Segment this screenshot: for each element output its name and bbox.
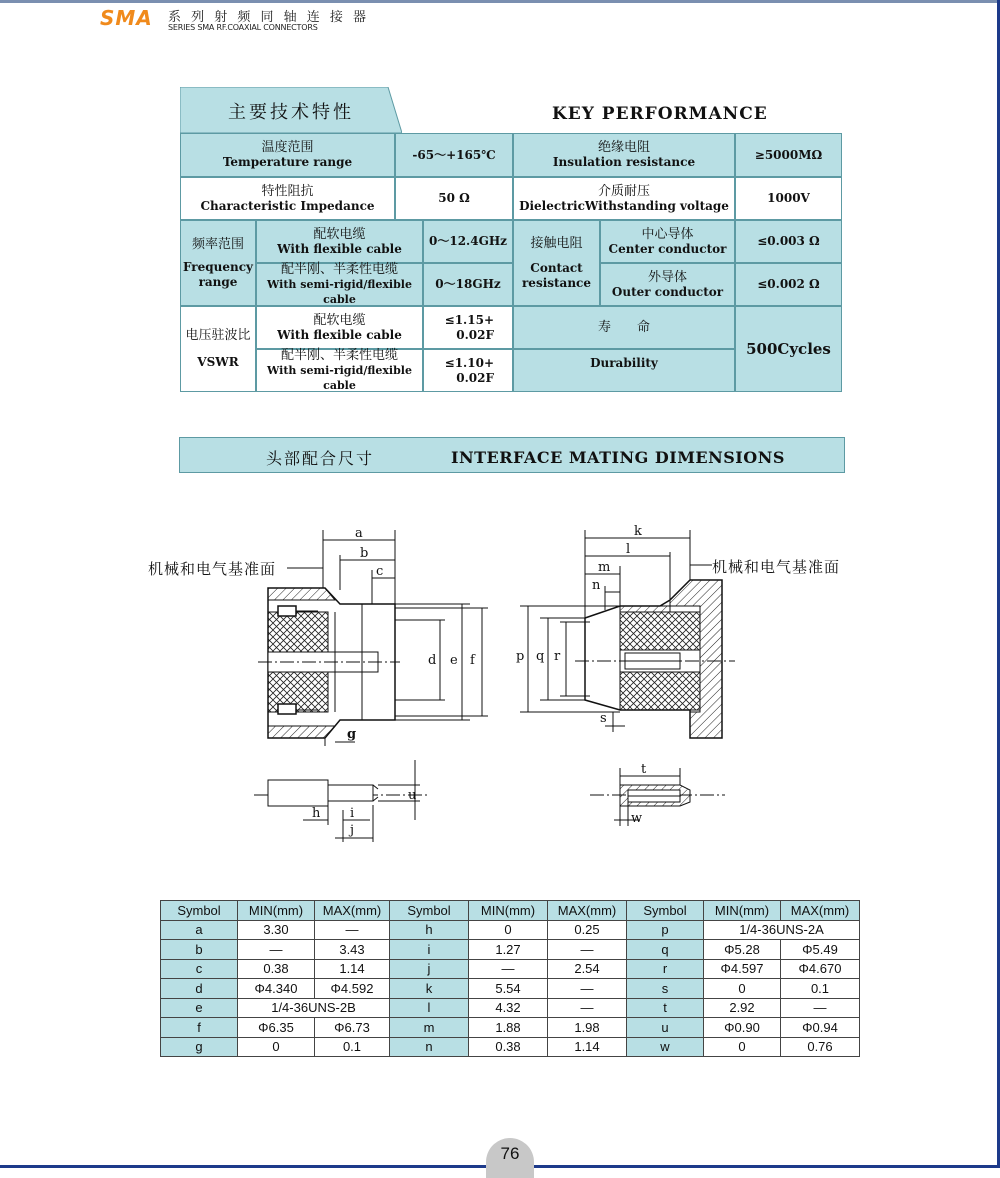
min-cell: Φ4.597 bbox=[704, 959, 781, 979]
min-cell: Φ4.340 bbox=[238, 979, 315, 999]
frequency-label: 频率范围 Frequency range bbox=[180, 220, 256, 306]
max-cell: — bbox=[548, 998, 627, 1018]
reference-plane-label-right: 机械和电气基准面 bbox=[712, 558, 841, 576]
outer-conductor-value: ≤0.002 Ω bbox=[735, 263, 842, 306]
min-cell: 0.38 bbox=[238, 959, 315, 979]
min-cell: 0 bbox=[238, 1037, 315, 1057]
table-row bbox=[161, 959, 860, 979]
symbol-cell: b bbox=[161, 940, 238, 960]
spec-cell: 1/4-36UNS-2B bbox=[238, 998, 390, 1018]
table-row bbox=[161, 1018, 860, 1038]
symbol-cell: f bbox=[161, 1018, 238, 1038]
insulation-label: 绝缘电阻 Insulation resistance bbox=[513, 133, 735, 177]
svg-text:b: b bbox=[360, 546, 369, 561]
max-cell: — bbox=[781, 998, 860, 1018]
max-cell: 1.98 bbox=[548, 1018, 627, 1038]
durability-label-cn: 寿 命 bbox=[513, 306, 735, 349]
min-cell: Φ0.90 bbox=[704, 1018, 781, 1038]
min-cell: 0 bbox=[704, 979, 781, 999]
svg-text:q: q bbox=[536, 649, 545, 664]
symbol-cell: w bbox=[627, 1037, 704, 1057]
frequency-semi-label: 配半刚、半柔性电缆 With semi-rigid/flexible cable bbox=[256, 263, 423, 306]
symbol-cell: g bbox=[161, 1037, 238, 1057]
svg-text:e: e bbox=[450, 653, 458, 668]
min-cell: 0 bbox=[469, 920, 548, 940]
svg-text:t: t bbox=[641, 762, 647, 777]
symbol-cell: m bbox=[390, 1018, 469, 1038]
symbol-cell: p bbox=[627, 920, 704, 940]
svg-text:g: g bbox=[347, 727, 357, 742]
interface-drawing bbox=[140, 520, 880, 850]
min-cell: 1.88 bbox=[469, 1018, 548, 1038]
svg-text:i: i bbox=[350, 806, 355, 821]
min-cell: 4.32 bbox=[469, 998, 548, 1018]
interface-title-en: INTERFACE MATING DIMENSIONS bbox=[451, 448, 785, 467]
temperature-value: -65～+165℃ bbox=[395, 133, 513, 177]
min-cell: 0 bbox=[704, 1037, 781, 1057]
interface-title-cn: 头部配合尺寸 bbox=[266, 449, 375, 468]
header-min: MIN(mm) bbox=[704, 901, 781, 921]
max-cell: 3.43 bbox=[315, 940, 390, 960]
center-conductor-value: ≤0.003 Ω bbox=[735, 220, 842, 263]
min-cell: — bbox=[469, 959, 548, 979]
center-conductor-label: 中心导体 Center conductor bbox=[600, 220, 735, 263]
symbol-cell: l bbox=[390, 998, 469, 1018]
frequency-semi-value: 0～18GHz bbox=[423, 263, 513, 306]
frequency-flex-value: 0～12.4GHz bbox=[423, 220, 513, 263]
symbol-cell: e bbox=[161, 998, 238, 1018]
header-min: MIN(mm) bbox=[238, 901, 315, 921]
max-cell: Φ0.94 bbox=[781, 1018, 860, 1038]
symbol-cell: k bbox=[390, 979, 469, 999]
svg-text:a: a bbox=[355, 526, 363, 541]
symbol-cell: i bbox=[390, 940, 469, 960]
header-max: MAX(mm) bbox=[315, 901, 390, 921]
vswr-label: 电压驻波比 VSWR bbox=[180, 306, 256, 392]
header-symbol: Symbol bbox=[161, 901, 238, 921]
symbol-cell: r bbox=[627, 959, 704, 979]
symbol-cell: n bbox=[390, 1037, 469, 1057]
contact-label: 接触电阻 Contact resistance bbox=[513, 220, 600, 306]
insulation-value: ≥5000MΩ bbox=[735, 133, 842, 177]
svg-text:j: j bbox=[350, 823, 355, 838]
vswr-flex-value: ≤1.15+ 0.02F bbox=[423, 306, 513, 349]
durability-value: 500Cycles bbox=[735, 306, 842, 392]
header-min: MIN(mm) bbox=[469, 901, 548, 921]
table-row bbox=[161, 998, 860, 1018]
header-symbol: Symbol bbox=[627, 901, 704, 921]
max-cell: Φ5.49 bbox=[781, 940, 860, 960]
max-cell: 0.1 bbox=[781, 979, 860, 999]
frequency-flex-label: 配软电缆 With flexible cable bbox=[256, 220, 423, 263]
max-cell: — bbox=[315, 920, 390, 940]
min-cell: Φ6.35 bbox=[238, 1018, 315, 1038]
durability-label-en: Durability bbox=[513, 349, 735, 392]
symbol-cell: u bbox=[627, 1018, 704, 1038]
svg-text:r: r bbox=[554, 649, 561, 664]
table-row bbox=[161, 940, 860, 960]
max-cell: — bbox=[548, 940, 627, 960]
svg-text:d: d bbox=[428, 653, 437, 668]
svg-text:l: l bbox=[626, 542, 631, 557]
top-rule bbox=[0, 0, 1000, 3]
min-cell: 5.54 bbox=[469, 979, 548, 999]
svg-text:f: f bbox=[470, 653, 475, 668]
symbol-cell: j bbox=[390, 959, 469, 979]
min-cell: 3.30 bbox=[238, 920, 315, 940]
max-cell: 1.14 bbox=[548, 1037, 627, 1057]
page-number: 76 bbox=[486, 1138, 534, 1178]
max-cell: 1.14 bbox=[315, 959, 390, 979]
table-row bbox=[161, 979, 860, 999]
key-performance-title-cn: 主要技术特性 bbox=[228, 102, 354, 123]
series-title-en: SERIES SMA RF.COAXIAL CONNECTORS bbox=[168, 23, 318, 32]
max-cell: 0.25 bbox=[548, 920, 627, 940]
header-max: MAX(mm) bbox=[548, 901, 627, 921]
svg-text:k: k bbox=[634, 524, 642, 539]
temperature-label: 温度范围 Temperature range bbox=[180, 133, 395, 177]
max-cell: 0.76 bbox=[781, 1037, 860, 1057]
brand-logo: SMA bbox=[100, 6, 153, 30]
spec-cell: 1/4-36UNS-2A bbox=[704, 920, 860, 940]
min-cell: 0.38 bbox=[469, 1037, 548, 1057]
key-performance-table bbox=[180, 133, 842, 392]
max-cell: Φ4.592 bbox=[315, 979, 390, 999]
impedance-label: 特性阻抗 Characteristic Impedance bbox=[180, 177, 395, 220]
min-cell: 1.27 bbox=[469, 940, 548, 960]
key-performance-title-en: KEY PERFORMANCE bbox=[552, 104, 768, 124]
symbol-cell: d bbox=[161, 979, 238, 999]
symbol-cell: a bbox=[161, 920, 238, 940]
svg-text:s: s bbox=[600, 711, 607, 726]
header-max: MAX(mm) bbox=[781, 901, 860, 921]
svg-text:n: n bbox=[592, 578, 601, 593]
svg-text:w: w bbox=[631, 811, 643, 826]
svg-text:c: c bbox=[376, 564, 384, 579]
max-cell: 0.1 bbox=[315, 1037, 390, 1057]
series-title-cn: 系 列 射 频 同 轴 连 接 器 bbox=[168, 10, 370, 25]
svg-text:h: h bbox=[312, 806, 321, 821]
svg-text:m: m bbox=[598, 560, 611, 575]
symbol-cell: h bbox=[390, 920, 469, 940]
dielectric-label: 介质耐压 DielectricWithstanding voltage bbox=[513, 177, 735, 220]
outer-conductor-label: 外导体 Outer conductor bbox=[600, 263, 735, 306]
min-cell: 2.92 bbox=[704, 998, 781, 1018]
impedance-value: 50 Ω bbox=[395, 177, 513, 220]
dimension-table bbox=[160, 900, 860, 1057]
max-cell: Φ4.670 bbox=[781, 959, 860, 979]
dielectric-value: 1000V bbox=[735, 177, 842, 220]
symbol-cell: q bbox=[627, 940, 704, 960]
svg-text:p: p bbox=[516, 649, 525, 664]
header-symbol: Symbol bbox=[390, 901, 469, 921]
table-row bbox=[161, 920, 860, 940]
table-row bbox=[161, 1037, 860, 1057]
svg-text:u: u bbox=[408, 788, 417, 803]
max-cell: Φ6.73 bbox=[315, 1018, 390, 1038]
dimension-table-header bbox=[161, 901, 860, 921]
symbol-cell: c bbox=[161, 959, 238, 979]
vswr-semi-value: ≤1.10+ 0.02F bbox=[423, 349, 513, 392]
reference-plane-label-left: 机械和电气基准面 bbox=[148, 560, 277, 578]
symbol-cell: t bbox=[627, 998, 704, 1018]
vswr-semi-label: 配半刚、半柔性电缆 With semi-rigid/flexible cable bbox=[256, 349, 423, 392]
max-cell: 2.54 bbox=[548, 959, 627, 979]
min-cell: — bbox=[238, 940, 315, 960]
max-cell: — bbox=[548, 979, 627, 999]
min-cell: Φ5.28 bbox=[704, 940, 781, 960]
symbol-cell: s bbox=[627, 979, 704, 999]
vswr-flex-label: 配软电缆 With flexible cable bbox=[256, 306, 423, 349]
